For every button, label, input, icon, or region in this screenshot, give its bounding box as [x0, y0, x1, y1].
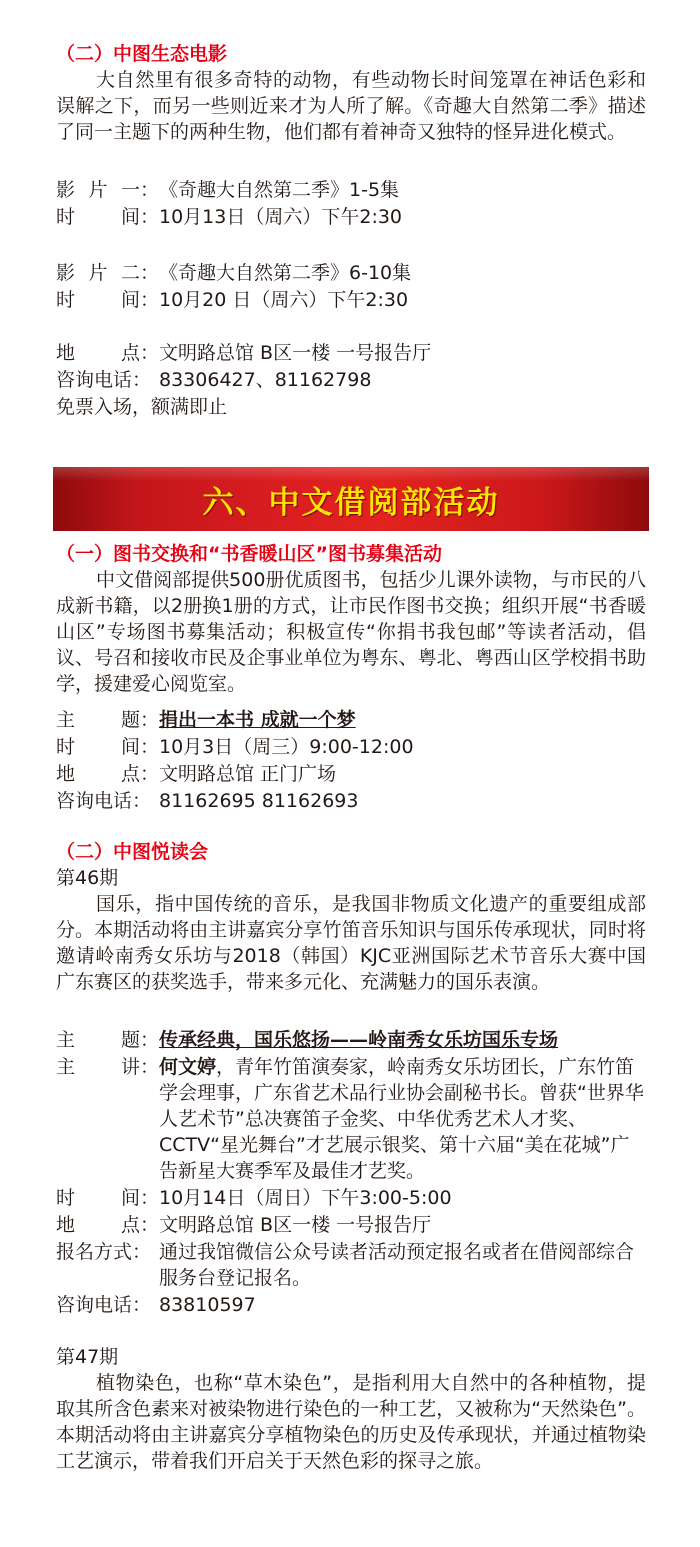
place-row — [56, 761, 646, 787]
phone-value: 83306427、81162798 — [159, 369, 372, 391]
theme-row — [56, 1027, 646, 1053]
reading-club-heading: （二）中图悦读会 — [56, 841, 209, 863]
issue-47-number: 第47期 — [56, 1346, 119, 1368]
eco-film-intro: 大自然里有很多奇特的动物，有些动物长时间笼罩在神话色彩和误解之下，而另一些则近来才为人所了解。《奇趣大自然第二季》描述了同一主题下的两种生物，他们都有着神奇又独特的怪异进化模式。 — [56, 69, 646, 143]
phone-row — [56, 367, 646, 393]
signup-row — [56, 1239, 646, 1291]
issue-47-section — [56, 1344, 646, 1474]
issue-46-number: 第46期 — [56, 867, 119, 889]
phone-value: 83810597 — [159, 1294, 256, 1316]
speaker-label: 主 讲： — [56, 1056, 159, 1078]
signup-value: 通过我馆微信公众号读者活动预定报名或者在借阅部综合服务台登记报名。 — [159, 1241, 635, 1289]
time-row — [56, 1185, 646, 1211]
place-row — [56, 340, 646, 366]
section-banner-title: 六、中文借阅部活动 — [202, 484, 500, 521]
free-entry-note: 免票入场，额满即止 — [56, 396, 228, 418]
theme-value: 捐出一本书 成就一个梦 — [159, 709, 356, 731]
time-label: 时 间： — [56, 289, 159, 311]
film-label: 影 片 二： — [56, 262, 159, 284]
time-label: 时 间： — [56, 736, 159, 758]
signup-label: 报名方式： — [56, 1241, 152, 1263]
place-value: 文明路总馆 正门广场 — [159, 763, 337, 785]
theme-value: 传承经典，国乐悠扬——岭南秀女乐坊国乐专场 — [159, 1029, 559, 1051]
time-value: 10月14日（周日）下午3:00-5:00 — [159, 1187, 452, 1209]
speaker-bio: ，青年竹笛演奏家，岭南秀女乐坊团长，广东竹笛学会理事，广东省艺术品行业协会副秘书长。曾获“世界华人艺术节”总决赛笛子金奖、中华优秀艺术人才奖、CCTV“星光舞台”才艺展示银奖、第十六届“美在花城”广告新星大赛季军及最佳才艺奖。 — [159, 1056, 644, 1182]
time-row — [56, 734, 646, 760]
phone-value: 81162695 81162693 — [159, 790, 359, 812]
place-value: 文明路总馆 B区一楼 一号报告厅 — [159, 1214, 432, 1236]
film-label: 影 片 一： — [56, 179, 159, 201]
theme-label: 主 题： — [56, 709, 159, 731]
place-label: 地 点： — [56, 1214, 159, 1236]
theme-row — [56, 707, 646, 733]
phone-label: 咨询电话： — [56, 1294, 152, 1316]
eco-film-info — [56, 340, 646, 421]
phone-label: 咨询电话： — [56, 369, 152, 391]
speaker-value — [159, 1054, 646, 1184]
time-value: 10月13日（周六）下午2:30 — [159, 206, 403, 228]
place-label: 地 点： — [56, 763, 159, 785]
phone-label: 咨询电话： — [56, 790, 152, 812]
speaker-name: 何文婷 — [159, 1056, 217, 1078]
film-row — [56, 260, 646, 286]
book-exchange-section — [56, 541, 646, 697]
screening-1 — [56, 177, 646, 231]
book-exchange-heading: （一）图书交换和“书香暖山区”图书募集活动 — [56, 543, 442, 565]
reading-club-section — [56, 839, 646, 995]
book-exchange-info — [56, 707, 646, 815]
phone-row — [56, 788, 646, 814]
issue-47-intro: 植物染色，也称“草木染色”，是指利用大自然中的各种植物，提取其所含色素来对被染物进行染色的一种工艺，又被称为“天然染色”。本期活动将由主讲嘉宾分享植物染色的历史及传承现状，并通过植物染工艺演示，带着我们开启关于天然色彩的探寻之旅。 — [56, 1372, 646, 1472]
speaker-row — [56, 1054, 646, 1184]
time-label: 时 间： — [56, 206, 159, 228]
eco-film-heading: （二）中图生态电影 — [56, 43, 228, 65]
film-title: 《奇趣大自然第二季》6-10集 — [159, 262, 412, 284]
time-value: 10月20 日（周六）下午2:30 — [159, 289, 409, 311]
theme-label: 主 题： — [56, 1029, 159, 1051]
film-title: 《奇趣大自然第二季》1-5集 — [159, 179, 400, 201]
eco-film-section — [56, 41, 646, 145]
place-label: 地 点： — [56, 342, 159, 364]
place-row — [56, 1212, 646, 1238]
place-value: 文明路总馆 B区一楼 一号报告厅 — [159, 342, 432, 364]
section-banner — [53, 467, 649, 531]
time-row — [56, 204, 646, 230]
phone-row — [56, 1292, 646, 1318]
book-exchange-intro: 中文借阅部提供500册优质图书，包括少儿课外读物，与市民的八成新书籍，以2册换1册的方式，让市民作图书交换；组织开展“书香暖山区”专场图书募集活动；积极宣传“你捐书我包邮”等读者活动，倡议、号召和接收市民及企事业单位为粤东、粤北、粤西山区学校捐书助学，援建爱心阅览室。 — [56, 569, 646, 695]
issue-46-intro: 国乐，指中国传统的音乐，是我国非物质文化遗产的重要组成部分。本期活动将由主讲嘉宾分享竹笛音乐知识与国乐传承现状，同时将邀请岭南秀女乐坊与2018（韩国）KJC亚洲国际艺术节音乐大赛中国广东赛区的获奖选手，带来多元化、充满魅力的国乐表演。 — [56, 893, 646, 993]
time-value: 10月3日（周三）9:00-12:00 — [159, 736, 414, 758]
issue-46-info — [56, 1027, 646, 1319]
film-row — [56, 177, 646, 203]
time-row — [56, 287, 646, 313]
time-label: 时 间： — [56, 1187, 159, 1209]
screening-2 — [56, 260, 646, 314]
